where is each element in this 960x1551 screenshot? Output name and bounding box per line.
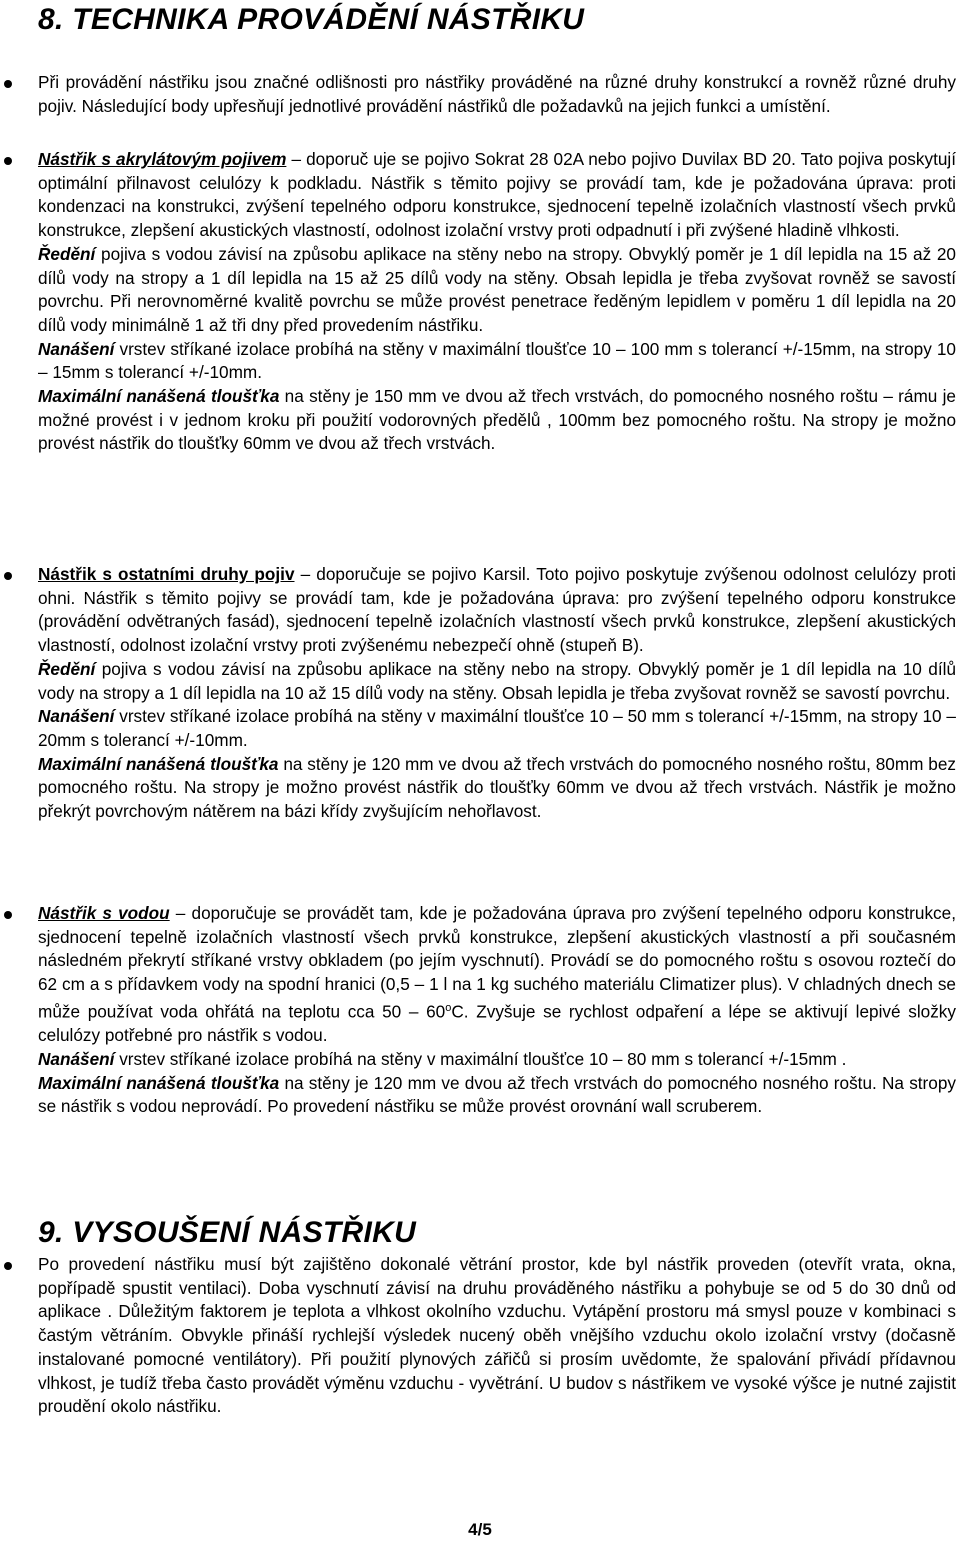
max-thickness-text: na stěny je 120 mm ve dvou až třech vrstvách do pomocného nosného roštu. Na stropy se nástřik s vodou neprovádí. Po provedení nástřiku se může provést orovnání wall scruberem. [38,1072,956,1117]
dilution-text: pojiva s vodou závisí na způsobu aplikace na stěny nebo na stropy. Obvyklý poměr je 1 díl lepidla na 10 dílů vody na stropy a 1 díl lepidla na 10 až 15 dílů vody na stěny. Obsah lepidla je třeba zvyšovat rovněž se savostí povrchu. [38,658,956,703]
application-label: Nanášení [38,1048,115,1069]
dilution-label: Ředění [38,658,96,679]
other-text: – doporučuje se pojivo Karsil. Toto pojivo poskytuje zvýšenou odolnost celulózy proti ohni. Nástřik s těmito pojivy se provádí tam, kde je požadována úprava: pro zvýšení tepelného odporu konstrukce (provádění odvětraných fasád), sjednocení tepelně izolačních vlastností všech prvků konstrukce, zlepšení akustických vlastností, odolnost izolační vrstvy proti zvýšenému nebezpečí ohně (stupeň B). [38,564,956,656]
acrylic-max-thickness [38,385,956,456]
acrylic-title: Nástřik s akrylátovým pojivem [38,149,287,169]
max-thickness-label: Maximální nanášená tloušťka [38,386,280,407]
water-max-thickness [38,1072,956,1119]
other-dilution [38,658,956,705]
list-item-acrylic [38,148,956,456]
drying-paragraph: Po provedení nástřiku musí být zajištěno dokonalé větrání prostor, kde byl nástřik proveden (otevřít vrata, okna, popřípadě spustit ventilaci). Doba vyschnutí závisí na druhu prováděného nástřiku a pohybuje se od 5 do 30 dnů od aplikace . Důležitým faktorem je teplota a vlhkost okolního vzduchu. Vytápění prostoru má smysl pouze v kombinaci s častým větráním. Obvykle přináší rychlejší výsledek nucený oběh vnějšího vzduchu okolo izolační vrstvy (dočasně instalované pomocné ventilátory). Při použití plynových zářičů si prosím uvědomte, že spalování přivádí přídavnou vlhkost, je tudíž třeba často provádět výměnu vzduchu - vyvětrání. U budov s nástřikem ve vysoké výšce je nutné zajistit proudění okolo nástřiku. [38,1254,956,1417]
max-thickness-label: Maximální nanášená tloušťka [38,753,279,774]
acrylic-text: – doporuč uje se pojivo Sokrat 28 02A nebo pojivo Duvilax BD 20. Tato pojiva poskytují optimální přilnavost celulózy k podkladu. Nástřik s těmito pojivy se provádí tam, kde je požadována úprava: proti kondenzaci na konstrukci, zvýšení tepelného odporu konstrukce, sjednocení tepelně izolačních vlastností všech prvků konstrukce, zlepšení akustických vlastností, odolnost izolační vrstvy proti odpadnutí i při zvýšené hladině vlhkosti. [38,149,957,241]
bullet-icon [4,157,12,165]
application-label: Nanášení [38,338,115,359]
water-text: – doporučuje se provádět tam, kde je požadována úprava pro zvýšení tepelného odporu konstrukce, sjednocení tepelně izolačních vlastností všech prvků konstrukce, zlepšení akustických vlastností a při současném následném překrytí stříkané vrstvy obkladem (po jejím vyschnutí). Provádí se do pomocného roštu s osovou roztečí do 62 cm a s přídavkem vody na spodní hranici (0,5 – 1 l na 1 kg suchého materiálu Climatizer plus). V chladných dnech se může používat voda ohřátá na teplotu cca 50 – 60 [38,903,956,1022]
degree-mark: o [445,1001,452,1014]
application-text: vrstev stříkané izolace probíhá na stěny v maximální tloušťce 10 – 80 mm s tolerancí +/-15mm . [114,1048,847,1069]
other-max-thickness [38,753,956,824]
water-title: Nástřik s vodou [38,903,170,923]
max-thickness-label: Maximální nanášená tloušťka [38,1072,280,1093]
list-item-intro [38,71,956,118]
acrylic-application [38,338,956,385]
list-item-other-binders [38,563,956,824]
bullet-icon [4,1262,12,1270]
dilution-text: pojiva s vodou závisí na způsobu aplikace na stěny nebo na stropy. Obvyklý poměr je 1 díl lepidla na 15 až 20 dílů vody na stropy a 1 díl lepidla na 15 až 25 dílů vody na stěny. Obsah lepidla je třeba zvyšovat rovněž se savostí povrchu. Při nerovnoměrné kvalitě povrchu se může provést penetrace ředěným lepidlem v poměru 1 díl lepidla na 20 dílů vody minimálně 1 až tři dny před provedením nástřiku. [38,243,956,335]
water-paragraph [38,902,956,1048]
list-item-water [38,902,956,1119]
bullet-icon [4,80,12,88]
intro-paragraph: Při provádění nástřiku jsou značné odlišnosti pro nástřiky prováděné na různé druhy konstrukcí a rovněž různé druhy pojiv. Následující body upřesňují jednotlivé provádění nástřiků dle požadavků na jejich funkci a umístění. [38,72,956,116]
max-thickness-text: na stěny je 120 mm ve dvou až třech vrstvách do pomocného nosného roštu, 80mm bez pomocného roštu. Na stropy je možno provést nástřik do tloušťky 60mm ve dvou až třech vrstvách. Nástřik je možno překrýt povrchovým nátěrem na bázi křídy zvyšujícím nehořlavost. [38,753,957,822]
max-thickness-text: na stěny je 150 mm ve dvou až třech vrstvách, do pomocného nosného roštu – rámu je možné provést i v jednom kroku při použití vodorovných předělů , 100mm bez pomocného roštu. Na stropy je možno provést nástřik do tloušťky 60mm ve dvou až třech vrstvách. [38,386,956,454]
bullet-icon [4,911,12,919]
water-text-cont: C. Zvyšuje se rychlost odpaření a lépe se aktivují lepivé složky celulózy potřebné pro nástřik s vodou. [38,1001,956,1046]
application-label: Nanášení [38,706,115,727]
other-title: Nástřik s ostatními druhy pojiv [38,564,295,584]
section-heading-technique: 8. TECHNIKA PROVÁDĚNÍ NÁSTŘIKU [38,3,585,36]
application-text: vrstev stříkané izolace probíhá na stěny v maximální tloušťce 10 – 50 mm s tolerancí +/-15mm, na stropy 10 – 20mm s tolerancí +/-10mm. [38,706,956,750]
other-application [38,705,956,752]
water-application [38,1048,956,1072]
page-number: 4/5 [468,1520,492,1539]
dilution-label: Ředění [38,243,96,264]
application-text: vrstev stříkané izolace probíhá na stěny v maximální tloušťce 10 – 100 mm s tolerancí +/-15mm, na stropy 10 – 15mm s tolerancí +/-10mm. [38,338,956,383]
acrylic-paragraph [38,148,956,243]
other-paragraph [38,563,956,658]
list-item-drying [38,1253,956,1419]
acrylic-dilution [38,243,956,338]
bullet-icon [4,572,12,580]
section-heading-drying: 9. VYSOUŠENÍ NÁSTŘIKU [38,1216,417,1249]
